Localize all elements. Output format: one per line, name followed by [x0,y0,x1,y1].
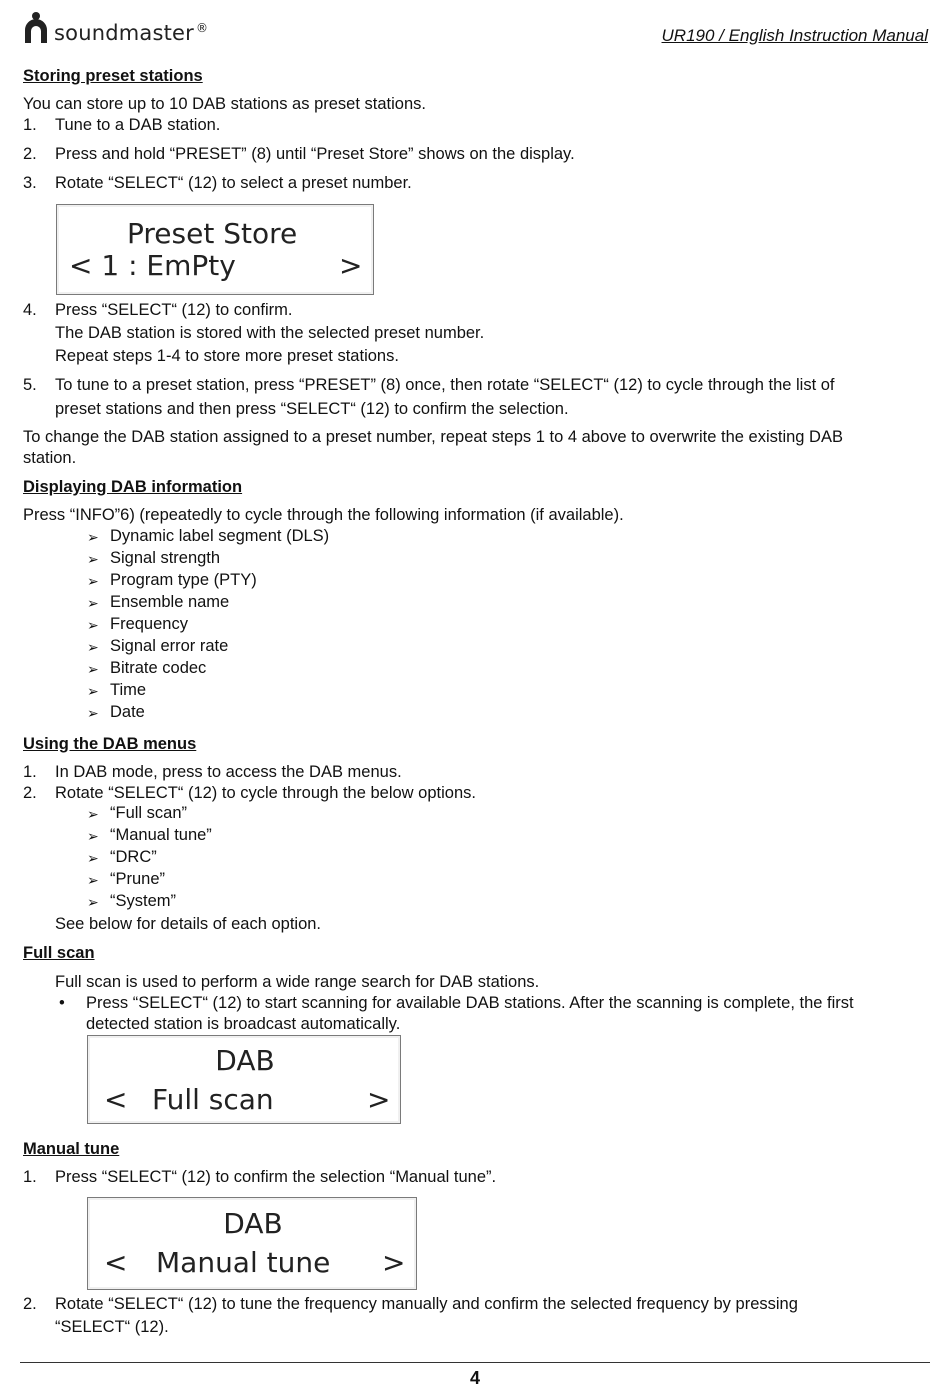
bullet-dot-icon: • [59,994,65,1012]
step-number: 4. [23,301,37,319]
fullscan-intro: Full scan is used to perform a wide range search for DAB stations. [55,973,540,991]
soundmaster-logo-icon [22,10,50,44]
step-number: 2. [23,1295,37,1313]
arrow-bullet-icon: ➢ [87,828,99,844]
menus-step-1: In DAB mode, press to access the DAB menus. [55,763,402,781]
storing-intro: You can store up to 10 DAB stations as preset stations. [23,95,426,113]
storing-step-1: Tune to a DAB station. [55,116,221,134]
arrow-bullet-icon: ➢ [87,529,99,545]
heading-dab-menus: Using the DAB menus [23,735,197,753]
arrow-bullet-icon: ➢ [87,894,99,910]
info-item: Signal strength [110,549,221,567]
lcd-full-scan [87,1035,401,1124]
manual-step-1: Press “SELECT“ (12) to confirm the selection “Manual tune”. [55,1168,497,1186]
lcd-left-arrow: < [104,1083,128,1116]
lcd-line-2: Full scan [152,1083,274,1116]
lcd-line-2: Manual tune [156,1246,331,1279]
brand-name: soundmaster ® [54,21,209,45]
heading-dab-information: Displaying DAB information [23,478,243,496]
lcd-right-arrow: > [339,249,363,282]
arrow-bullet-icon: ➢ [87,551,99,567]
step-number: 3. [23,174,37,192]
fullscan-bullet-line-1: Press “SELECT“ (12) to start scanning for available DAB stations. After the scanning is complete, the first [86,994,854,1012]
info-item: Time [110,681,147,699]
menu-option: “Prune” [110,870,166,888]
menu-option: “System” [110,892,176,910]
arrow-bullet-icon: ➢ [87,639,99,655]
manual-step-2-line-2: “SELECT“ (12). [55,1318,169,1336]
step-number: 1. [23,116,37,134]
arrow-bullet-icon: ➢ [87,872,99,888]
storing-step-5-line-2: preset stations and then press “SELECT“ (12) to confirm the selection. [55,400,569,418]
heading-full-scan: Full scan [23,944,95,962]
lcd-right-arrow: > [382,1246,406,1279]
menus-step-2: Rotate “SELECT“ (12) to cycle through the below options. [55,784,476,802]
info-item: Date [110,703,145,721]
lcd-preset-store [56,204,374,295]
storing-step-4-detail: The DAB station is stored with the selected preset number. [55,324,485,342]
step-number: 1. [23,763,37,781]
lcd-line-1: Preset Store [127,217,298,250]
change-note-line-2: station. [23,449,77,467]
menu-option: “Full scan” [110,804,188,822]
arrow-bullet-icon: ➢ [87,806,99,822]
lcd-left-arrow: < [104,1246,128,1279]
lcd-line-2: < 1 : EmPty [69,249,236,282]
lcd-line-1: DAB [215,1044,275,1077]
step-number: 1. [23,1168,37,1186]
footer-divider [20,1362,930,1363]
storing-step-5-line-1: To tune to a preset station, press “PRESET” (8) once, then rotate “SELECT“ (12) to cycle through the list of [55,376,835,394]
page-number: 4 [469,1368,480,1387]
manual-title: UR190 / English Instruction Manual [661,26,928,45]
info-item: Program type (PTY) [110,571,257,589]
storing-step-2: Press and hold “PRESET” (8) until “Preset Store” shows on the display. [55,145,575,163]
info-intro: Press “INFO”6) (repeatedly to cycle through the following information (if available). [23,506,624,524]
heading-storing-presets: Storing preset stations [23,67,203,85]
arrow-bullet-icon: ➢ [87,705,99,721]
brand-logo [22,10,208,44]
arrow-bullet-icon: ➢ [87,683,99,699]
heading-manual-tune: Manual tune [23,1140,120,1158]
menu-option: “Manual tune” [110,826,212,844]
info-item: Bitrate codec [110,659,207,677]
step-number: 2. [23,784,37,802]
info-item: Frequency [110,615,188,633]
arrow-bullet-icon: ➢ [87,617,99,633]
arrow-bullet-icon: ➢ [87,595,99,611]
step-number: 5. [23,376,37,394]
menus-see-below: See below for details of each option. [55,915,322,933]
manual-step-2-line-1: Rotate “SELECT“ (12) to tune the frequency manually and confirm the selected frequency by pressing [55,1295,798,1313]
arrow-bullet-icon: ➢ [87,573,99,589]
change-note-line-1: To change the DAB station assigned to a preset number, repeat steps 1 to 4 above to overwrite the existing DAB [23,428,843,446]
menu-option: “DRC” [110,848,157,866]
storing-step-4: Press “SELECT“ (12) to confirm. [55,301,293,319]
info-item: Signal error rate [110,637,229,655]
arrow-bullet-icon: ➢ [87,661,99,677]
lcd-line-1: DAB [223,1207,283,1240]
step-number: 2. [23,145,37,163]
lcd-right-arrow: > [367,1083,391,1116]
info-item: Ensemble name [110,593,230,611]
arrow-bullet-icon: ➢ [87,850,99,866]
lcd-manual-tune [87,1197,417,1290]
fullscan-bullet-line-2: detected station is broadcast automatically. [86,1015,401,1033]
info-item: Dynamic label segment (DLS) [110,527,330,545]
storing-step-3: Rotate “SELECT“ (12) to select a preset number. [55,174,412,192]
storing-step-4-repeat: Repeat steps 1-4 to store more preset stations. [55,347,399,365]
